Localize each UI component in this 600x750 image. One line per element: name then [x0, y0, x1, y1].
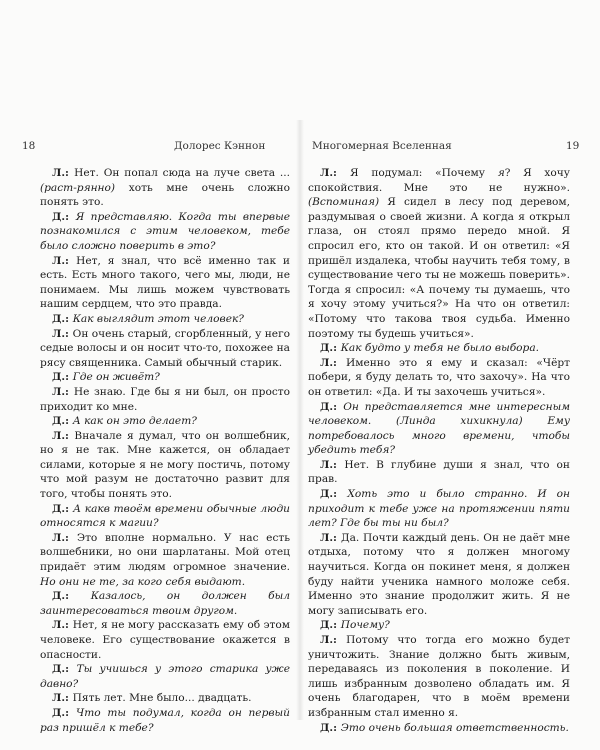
dialogue-paragraph [40, 589, 290, 618]
speaker-label: Л.: [52, 167, 75, 179]
italic-text: Он представляется мне интересным человеком. (Линда хихикнула) Ему потребовалось много времени, чтобы убедить тебя? [308, 400, 570, 457]
dialogue-paragraph [308, 458, 570, 487]
dialogue-paragraph [40, 210, 290, 254]
speaker-label: Д.: [320, 619, 341, 632]
speaker-label: Д.: [320, 342, 341, 355]
speaker-label: Л.: [52, 531, 77, 544]
running-head: Многомерная Вселенная [312, 140, 452, 152]
paragraph-text: Да. Почти каждый день. Он не даёт мне отдыха, потому что я должен многому научиться. Когда он покинет меня, я должен буду найти ученика намного моложе себя. Именно это знание продолжит жить. Я не могу записывать его. [308, 531, 570, 617]
dialogue-paragraph [40, 706, 290, 735]
paragraph-text: хоть мне очень сложно понять это. [40, 181, 290, 209]
italic-text: Ты учишься у этого старика уже давно? [40, 663, 290, 690]
italic-text: Это очень большая ответственность. [340, 721, 569, 734]
italic-text: Почему? [340, 619, 390, 632]
dialogue-paragraph [40, 414, 290, 429]
speaker-label: Л.: [52, 327, 73, 340]
dialogue-paragraph [40, 662, 290, 691]
speaker-label: Л.: [320, 531, 341, 544]
paragraph-text: Я подумал: «Почему [350, 167, 485, 179]
italic-text: Как выглядит этот человек? [72, 312, 244, 325]
paragraph-text: Я сидел в лесу под деревом, раздумывая о своей жизни. А когда я открыл глаза, он стоял прямо передо мной. Я спросил его, кто он такой. И он ответил: «Я пришёл издалека, чтобы научить тебя тому, в существование чего ты не можешь поверить». Тогда я спросил: «А почему ты думаешь, что я хочу этому учиться?» На что он ответил: «Потому что такова твоя судьба. Именно поэтому ты будешь учиться». [308, 196, 570, 340]
running-head: Долорес Кэннон [174, 140, 266, 152]
dialogue-paragraph [308, 400, 570, 458]
paragraph-text: Пять лет. Мне было... двадцать. [72, 692, 252, 705]
dialogue-paragraph [308, 341, 570, 356]
paragraph-text: Потому что тогда его можно будет уничтожить. Знание должно быть живым, передаваясь из поколения в поколение. И лишь избранным дозволено обладать им. Я очень благодарен, что в моём времени избранным стал именно я. [308, 634, 570, 719]
speaker-label: Л.: [320, 356, 346, 369]
speaker-label: Л.: [320, 167, 351, 179]
italic-text: Как будто у тебя не было выбора. [340, 342, 540, 355]
italic-text: А какв твоём времени обычные люди относятся к магии? [40, 502, 290, 530]
paragraph-text: Вначале я думал, что он волшебник, но я не так. Мне кажется, он обладает силами, которые я не могу постичь, потому что мой разум не достаточно развит для того, чтобы понять это. [40, 429, 290, 501]
paragraph-text: Он очень старый, сгорбленный, у него седые волосы и он носит что-то, похожее на рясу священника. Самый обычный старик. [40, 327, 291, 369]
speaker-label: Л.: [52, 429, 75, 442]
speaker-label: Д.: [52, 371, 73, 384]
dialogue-paragraph [40, 691, 290, 706]
page-number: 18 [22, 140, 36, 152]
paragraph-text: ? Я хочу спокойствия. Мне это не нужно». [308, 167, 570, 194]
right-page [300, 0, 600, 750]
dialogue-paragraph [40, 166, 290, 210]
italic-text: (раст-рянно) [40, 181, 116, 194]
dialogue-paragraph [40, 502, 290, 531]
dialogue-paragraph [40, 429, 290, 502]
speaker-label: Д.: [52, 415, 73, 428]
dialogue-paragraph [40, 385, 290, 414]
italic-text: я [484, 167, 505, 179]
paragraph-text: Именно это я ему и сказал: «Чёрт побери, я буду делать то, что захочу». На что он ответил: «Да. И ты захочешь учиться». [308, 356, 570, 398]
speaker-label: Л.: [52, 619, 73, 632]
dialogue-paragraph [308, 356, 570, 400]
paragraph-text: Это вполне нормально. У нас есть волшебники, но они шарлатаны. Мой отец придаёт этим людям огромное значение. [40, 531, 290, 574]
speaker-label: Д.: [52, 210, 76, 223]
dialogue-paragraph [40, 618, 290, 662]
dialogue-paragraph [308, 166, 570, 341]
speaker-label: Л.: [320, 458, 345, 471]
italic-text: Казалось, он должен был заинтересоваться твоим другом. [40, 590, 290, 617]
dialogue-paragraph [308, 531, 570, 619]
italic-text: Но они не те, за кого себя выдают. [40, 575, 246, 588]
dialogue-paragraph [308, 618, 570, 633]
speaker-label: Д.: [320, 400, 344, 413]
dialogue-paragraph [308, 487, 570, 531]
paragraph-text: Нет. В глубине души я знал, что он прав. [308, 458, 570, 486]
speaker-label: Д.: [52, 706, 77, 719]
speaker-label: Д.: [52, 590, 91, 603]
book-gutter [296, 120, 304, 720]
speaker-label: Л.: [52, 254, 77, 267]
italic-text: Я представляю. Когда ты впервые познакомился с этим человеком, тебе было сложно поверить в это? [40, 210, 290, 252]
italic-text: А как он это делает? [72, 415, 197, 428]
speaker-label: Л.: [320, 634, 347, 646]
italic-text: Где он живёт? [72, 371, 160, 384]
dialogue-paragraph [40, 370, 290, 385]
italic-text: Что ты подумал, когда он первый раз пришёл к тебе? [40, 706, 290, 734]
dialogue-paragraph [308, 721, 570, 736]
italic-text: (Вспоминая) [308, 196, 380, 209]
italic-text: Хоть это и было странно. И он приходит к тебе уже на протяжении пяти лет? Где бы ты ни был? [308, 488, 570, 530]
speaker-label: Д.: [52, 312, 73, 325]
dialogue-paragraph [40, 327, 290, 371]
paragraph-text: Нет. Он попал сюда на луче света ... [74, 167, 291, 179]
paragraph-text: Нет, я не могу рассказать ему об этом человеке. Его существование окажется в опасности. [40, 619, 290, 661]
page-number: 19 [566, 140, 580, 152]
speaker-label: Д.: [52, 502, 74, 515]
speaker-label: Л.: [52, 692, 73, 705]
dialogue-paragraph [40, 312, 290, 327]
dialogue-paragraph [40, 254, 290, 312]
paragraph-text: Не знаю. Где бы я ни был, он просто приходит ко мне. [40, 385, 291, 413]
speaker-label: Д.: [52, 663, 77, 676]
speaker-label: Д.: [320, 488, 348, 501]
paragraph-text: Нет, я знал, что всё именно так и есть. Есть много такого, чего мы, люди, не понимаем. Мы лишь можем чувствовать нашим сердцем, что это правда. [40, 254, 290, 311]
page-body [308, 166, 570, 735]
speaker-label: Л.: [52, 385, 74, 398]
dialogue-paragraph [40, 531, 290, 589]
dialogue-paragraph [308, 633, 570, 721]
page-body [40, 166, 290, 735]
speaker-label: Д.: [320, 721, 341, 734]
